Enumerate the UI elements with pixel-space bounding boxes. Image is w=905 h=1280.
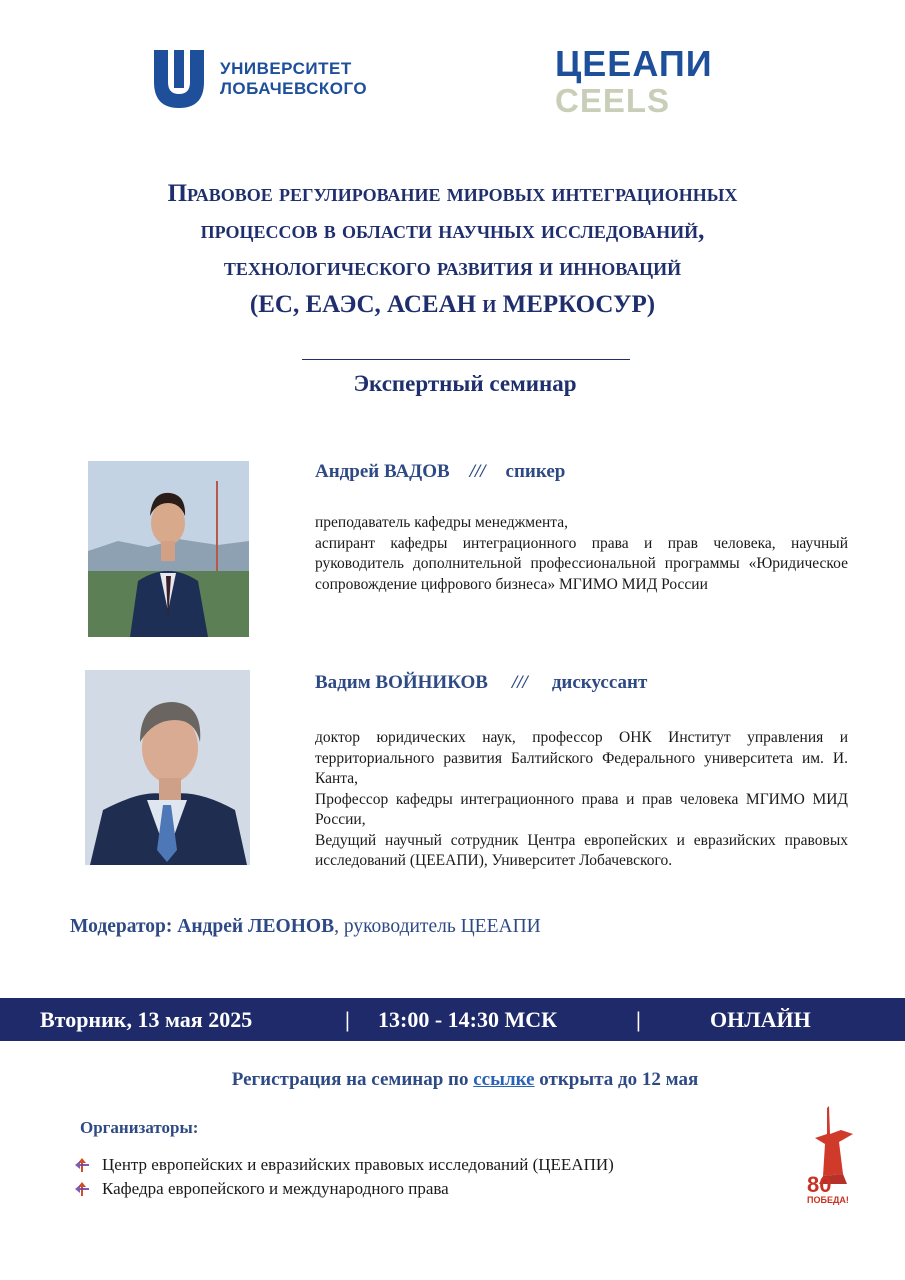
title-line-3: технологического развития и инноваций — [223, 254, 682, 281]
event-subtitle: Экспертный семинар — [353, 371, 577, 396]
event-format: ОНЛАЙН — [710, 1007, 811, 1032]
registration-text-post: открыта до 12 мая — [534, 1069, 699, 1090]
title-line-4-and: и — [476, 291, 503, 318]
title-line-2: процессов в области научных исследований, — [200, 217, 705, 244]
page-title — [60, 175, 845, 323]
speaker-photo-voinikov — [85, 670, 250, 865]
speaker-name: Андрей ВАДОВ — [315, 461, 450, 482]
banner-separator: | — [345, 1007, 350, 1032]
speaker-name: Вадим ВОЙНИКОВ — [315, 672, 488, 693]
bio-paragraph: Профессор кафедры интеграционного права и прав человека МГИМО МИД России, — [315, 790, 848, 828]
title-line-4-pre: (ЕС, ЕАЭС, АСЕАН — [249, 291, 477, 318]
event-time: 13:00 - 14:30 МСК — [378, 1007, 558, 1032]
speaker-heading-2 — [315, 671, 647, 695]
speaker-bio-1 — [315, 513, 848, 595]
arrow-bullet-icon — [74, 1181, 90, 1197]
title-line-4 — [60, 286, 845, 323]
organizer-name: Кафедра европейского и международного права — [102, 1179, 449, 1198]
speaker-bio-2 — [315, 728, 848, 872]
title-line-1: Правовое регулирование мировых интеграционных — [167, 180, 738, 207]
event-schedule-banner — [0, 998, 905, 1041]
speaker-separator: /// — [469, 461, 486, 482]
registration-notice — [0, 1067, 905, 1093]
title-divider — [302, 359, 630, 360]
bio-paragraph: Ведущий научный сотрудник Центра европейских и евразийских правовых исследований (ЦЕЕАПИ), Университет Лобачевского. — [315, 831, 848, 869]
speaker-role: спикер — [505, 461, 566, 482]
victory-number: 80 — [807, 1172, 832, 1197]
ceeapi-logo-en: CEELS — [555, 82, 671, 119]
university-logo — [150, 48, 367, 110]
arrow-bullet-icon — [74, 1157, 90, 1173]
registration-link[interactable]: ссылке — [473, 1069, 535, 1090]
moderator-role: , руководитель ЦЕЕАПИ — [334, 916, 541, 937]
bio-paragraph: преподаватель кафедры менеджмента, — [315, 514, 568, 531]
banner-separator: | — [636, 1007, 641, 1032]
organizer-name: Центр европейских и евразийских правовых исследований (ЦЕЕАПИ) — [102, 1155, 614, 1174]
list-item — [74, 1153, 614, 1177]
bio-paragraph: доктор юридических наук, профессор ОНК Институт управления и территориального развития Балтийского Федерального университета им. И. Канта, — [315, 729, 848, 787]
victory-word: ПОБЕДА! — [807, 1195, 849, 1205]
list-item — [74, 1177, 614, 1201]
title-line-4-post: МЕРКОСУР) — [502, 291, 656, 318]
university-u-icon — [150, 48, 208, 110]
speaker-portrait-1-icon — [88, 461, 249, 637]
organizers-list — [74, 1153, 614, 1201]
bio-paragraph: аспирант кафедры интеграционного права и прав человека, научный руководитель дополнительной профессиональной программы «Юридическое сопровождение цифрового бизнеса» МГИМО МИД России — [315, 534, 848, 593]
speaker-separator: /// — [511, 672, 528, 693]
speaker-photo-vadov — [88, 461, 249, 637]
speaker-role: дискуссант — [551, 672, 648, 693]
event-date: Вторник, 13 мая 2025 — [40, 1007, 253, 1032]
ceeapi-logo-ru: ЦЕЕАПИ — [555, 43, 713, 84]
speaker-heading-1 — [315, 460, 565, 484]
victory-80-emblem-icon — [803, 1104, 861, 1206]
registration-text-pre: Регистрация на семинар по — [231, 1069, 474, 1090]
moderator-label: Модератор: Андрей ЛЕОНОВ — [70, 916, 335, 937]
organizers-label: Организаторы: — [80, 1118, 199, 1137]
moderator-line — [70, 914, 541, 940]
speaker-portrait-2-icon — [85, 670, 250, 865]
ceeapi-logo — [555, 44, 725, 118]
university-name-line1: УНИВЕРСИТЕТ — [220, 59, 352, 78]
university-name-line2: ЛОБАЧЕВСКОГО — [220, 79, 368, 98]
